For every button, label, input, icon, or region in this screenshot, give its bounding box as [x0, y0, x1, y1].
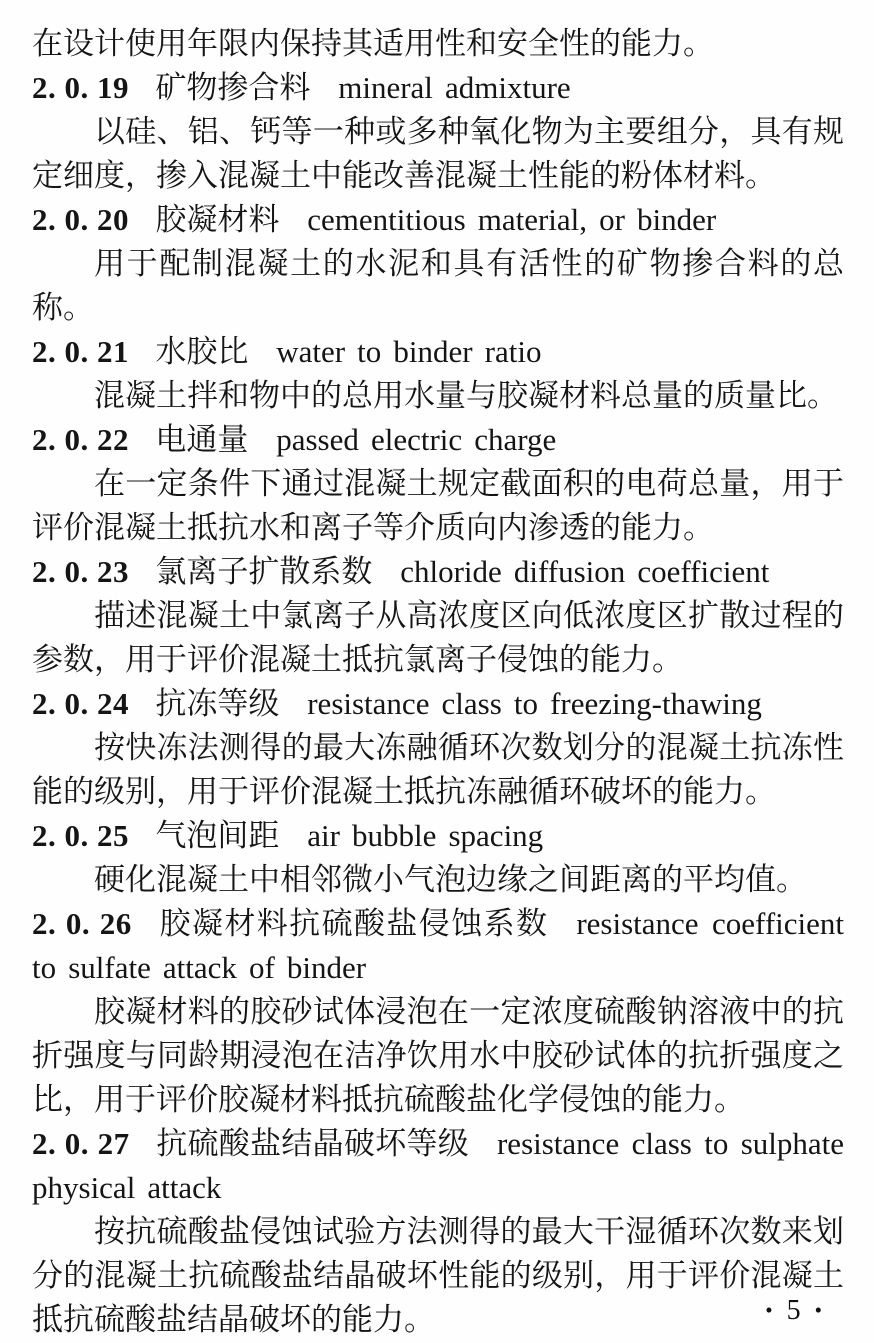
term-heading: [32, 198, 844, 242]
term-definition: 按快冻法测得的最大冻融循环次数划分的混凝土抗冻性能的级别，用于评价混凝土抵抗冻融循环破坏的能力。: [32, 730, 844, 809]
term-heading: [32, 814, 844, 858]
term-name-en: mineral admixture: [338, 70, 571, 105]
term-definition: 混凝土拌和物中的总用水量与胶凝材料总量的质量比。: [94, 378, 838, 413]
term-name-en: resistance coefficient to sulfate attack of binder: [32, 906, 844, 985]
term-name-en: water to binder ratio: [276, 334, 542, 369]
term-name-en: cementitious material, or binder: [307, 202, 717, 237]
term-definition: 胶凝材料的胶砂试体浸泡在一定浓度硫酸钠溶液中的抗折强度与同龄期浸泡在洁净饮用水中胶砂试体的抗折强度之比，用于评价胶凝材料抵抗硫酸盐化学侵蚀的能力。: [32, 994, 844, 1117]
term-name-zh: 抗硫酸盐结晶破坏等级: [155, 1126, 470, 1161]
term-name-en: passed electric charge: [276, 422, 557, 457]
term-name-zh: 水胶比: [155, 334, 249, 369]
term-number: 2. 0. 27: [32, 1126, 130, 1161]
paragraph-continuation: 在设计使用年限内保持其适用性和安全性的能力。: [32, 26, 714, 61]
term-heading: [32, 682, 844, 726]
term-number: 2. 0. 22: [32, 422, 129, 457]
term-name-en: air bubble spacing: [307, 818, 544, 853]
footer-right-dot: •: [814, 1298, 822, 1322]
term-definition: 用于配制混凝土的水泥和具有活性的矿物掺合料的总称。: [32, 246, 844, 325]
term-number: 2. 0. 20: [32, 202, 129, 237]
term-name-en: resistance class to sulphate physical attack: [32, 1126, 845, 1205]
term-name-zh: 胶凝材料: [155, 202, 280, 237]
term-name-zh: 气泡间距: [155, 818, 280, 853]
footer-left-dot: •: [765, 1298, 773, 1322]
term-heading: [32, 1122, 844, 1210]
term-name-zh: 矿物掺合料: [155, 70, 311, 105]
term-name-zh: 抗冻等级: [155, 686, 280, 721]
term-heading: [32, 902, 844, 990]
term-heading: [32, 418, 844, 462]
term-definition: 描述混凝土中氯离子从高浓度区向低浓度区扩散过程的参数，用于评价混凝土抵抗氯离子侵蚀的能力。: [32, 598, 844, 677]
term-name-en: chloride diffusion coefficient: [400, 554, 770, 589]
page-footer: [765, 1294, 822, 1327]
term-name-en: resistance class to freezing-thawing: [307, 686, 762, 721]
term-number: 2. 0. 25: [32, 818, 129, 853]
term-name-zh: 电通量: [155, 422, 249, 457]
page-number: 5: [786, 1295, 801, 1326]
term-definition: 按抗硫酸盐侵蚀试验方法测得的最大干湿循环次数来划分的混凝土抗硫酸盐结晶破坏性能的级别，用于评价混凝土抵抗硫酸盐结晶破坏的能力。: [32, 1214, 844, 1337]
term-name-zh: 氯离子扩散系数: [155, 554, 373, 589]
term-number: 2. 0. 19: [32, 70, 129, 105]
term-number: 2. 0. 24: [32, 686, 129, 721]
term-definition: 在一定条件下通过混凝土规定截面积的电荷总量，用于评价混凝土抵抗水和离子等介质向内渗透的能力。: [32, 466, 844, 545]
term-number: 2. 0. 26: [32, 906, 132, 941]
term-heading: [32, 550, 844, 594]
term-name-zh: 胶凝材料抗硫酸盐侵蚀系数: [158, 906, 549, 941]
term-definition: 以硅、铝、钙等一种或多种氧化物为主要组分，具有规定细度，掺入混凝土中能改善混凝土性能的粉体材料。: [32, 114, 844, 193]
term-heading: [32, 330, 844, 374]
term-number: 2. 0. 23: [32, 554, 129, 589]
term-definition: 硬化混凝土中相邻微小气泡边缘之间距离的平均值。: [94, 862, 807, 897]
term-number: 2. 0. 21: [32, 334, 129, 369]
term-heading: [32, 66, 844, 110]
